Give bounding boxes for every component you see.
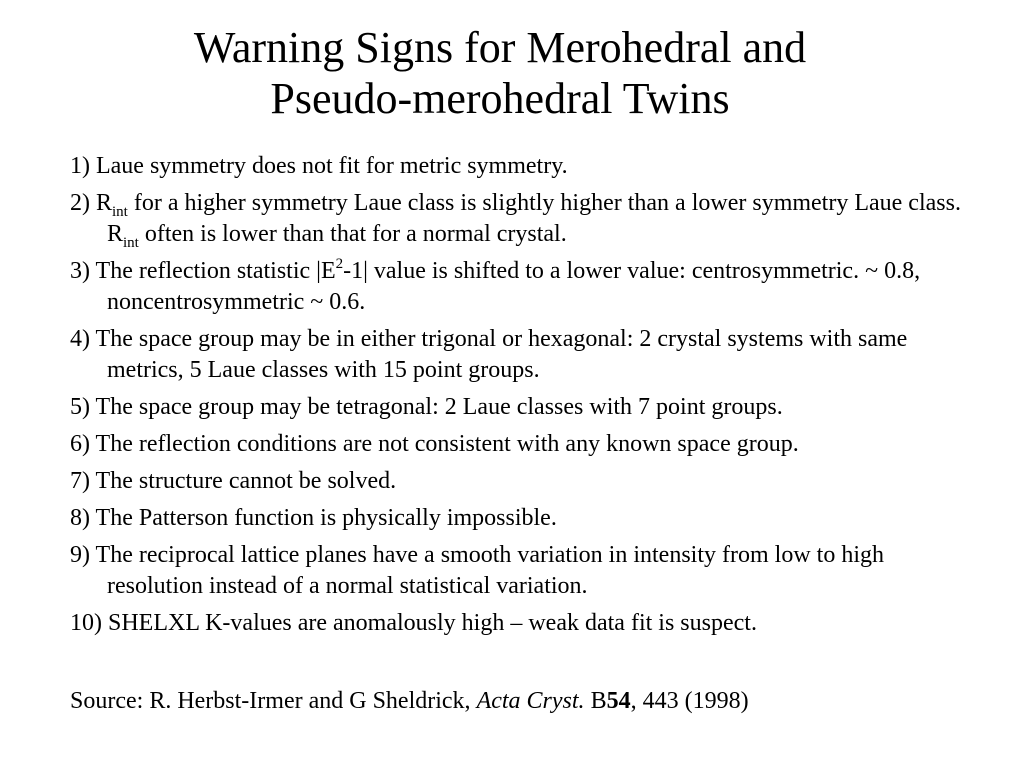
superscript-2: 2 [335,256,344,272]
list-item: 3) The reflection statistic $|E^2-1|$ value is shifted to a lower value: centrosymmetric. ~ 0.8, noncentrosymmetric ~ 0.6. [70,256,921,315]
title-line-1: Warning Signs for Merohedral and [193,23,807,72]
volume-number: 54 [606,688,631,714]
list-item: 4) The space group may be in either trigonal or hexagonal: 2 crystal systems with same metrics, 5 Laue classes with 15 point groups. [70,326,908,383]
list-item: 7) The structure cannot be solved. [70,468,397,494]
list-item: 9) The reciprocal lattice planes have a smooth variation in intensity from low to high resolution instead of a normal statistical variation. [70,542,884,599]
page-title [0,22,1000,124]
title-line-2: Pseudo-merohedral Twins [270,74,730,123]
subscript-int: int [123,235,139,251]
source-citation: Source: R. Herbst-Irmer and G Sheldrick, Acta Cryst. B54, 443 (1998) [70,688,749,714]
list-item: 6) The reflection conditions are not consistent with any known space group. [70,431,799,457]
list-item: 10) SHELXL K-values are anomalously high – weak data fit is suspect. [70,610,757,636]
subscript-int: int [112,204,128,220]
list-item: 2) $R_{int}$ for a higher symmetry Laue class is slightly higher than a lower symmetry Laue class. $R_{int}$ often is lower than that for a normal crystal. [70,190,961,251]
warning-signs-list [70,151,980,645]
list-item: 5) The space group may be tetragonal: 2 Laue classes with 7 point groups. [70,394,783,420]
list-item: 1) Laue symmetry does not fit for metric symmetry. [70,153,568,179]
journal-name: Acta Cryst. [476,688,585,714]
list-item: 8) The Patterson function is physically impossible. [70,505,557,531]
